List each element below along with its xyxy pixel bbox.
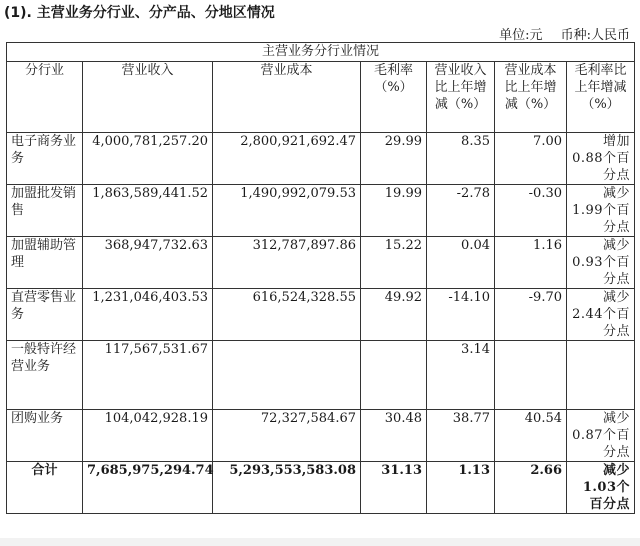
- cell-revenue-change: -14.10: [427, 289, 495, 341]
- cell-industry: 一般特许经营业务: [7, 341, 83, 410]
- cell-gm-change: 减少 1.99个百分点: [567, 185, 635, 237]
- cell-gm-change: [567, 341, 635, 410]
- cell-total-revenue: 7,685,975,294.74: [83, 462, 213, 514]
- header-revenue: 营业收入: [83, 62, 213, 133]
- cell-cost: 616,524,328.55: [213, 289, 361, 341]
- cell-cost-change: 7.00: [495, 133, 567, 185]
- cell-revenue-change: 3.14: [427, 341, 495, 410]
- table-row: [7, 133, 635, 185]
- cell-revenue: 1,863,589,441.52: [83, 185, 213, 237]
- cell-cost-change: 40.54: [495, 410, 567, 462]
- cell-gm-change: 减少 0.87个百分点: [567, 410, 635, 462]
- cell-cost-change: 1.16: [495, 237, 567, 289]
- cell-total-gross-margin: 31.13: [361, 462, 427, 514]
- table-header-row: [7, 62, 635, 133]
- cell-gross-margin: 29.99: [361, 133, 427, 185]
- header-cost-change: 营业成本比上年增减（%）: [495, 62, 567, 133]
- cell-industry: 电子商务业务: [7, 133, 83, 185]
- cell-gross-margin: 19.99: [361, 185, 427, 237]
- section-heading: (1). 主营业务分行业、分产品、分地区情况: [4, 5, 275, 21]
- cell-cost-change: [495, 341, 567, 410]
- header-gm-change: 毛利率比上年增减（%）: [567, 62, 635, 133]
- cell-revenue-change: 8.35: [427, 133, 495, 185]
- header-revenue-change: 营业收入比上年增减（%）: [427, 62, 495, 133]
- cell-revenue: 1,231,046,403.53: [83, 289, 213, 341]
- cell-revenue-change: 0.04: [427, 237, 495, 289]
- cell-gross-margin: 15.22: [361, 237, 427, 289]
- cell-total-revenue-change: 1.13: [427, 462, 495, 514]
- page-bottom-edge: [0, 538, 640, 546]
- cell-total-label: 合计: [7, 462, 83, 514]
- cell-gm-change: 减少 2.44个百分点: [567, 289, 635, 341]
- cell-revenue: 4,000,781,257.20: [83, 133, 213, 185]
- cell-total-gm-change: 减少 1.03个百分点: [567, 462, 635, 514]
- cell-cost-change: -0.30: [495, 185, 567, 237]
- cell-total-cost: 5,293,553,583.08: [213, 462, 361, 514]
- cell-revenue-change: 38.77: [427, 410, 495, 462]
- table-row: [7, 185, 635, 237]
- cell-cost: 1,490,992,079.53: [213, 185, 361, 237]
- table-row: [7, 410, 635, 462]
- cell-industry: 直营零售业务: [7, 289, 83, 341]
- table-total-row: [7, 462, 635, 514]
- cell-gross-margin: 30.48: [361, 410, 427, 462]
- cell-revenue: 117,567,531.67: [83, 341, 213, 410]
- cell-revenue-change: -2.78: [427, 185, 495, 237]
- currency-label: 币种:人民币: [560, 28, 630, 43]
- cell-gm-change: 减少 0.93个百分点: [567, 237, 635, 289]
- unit-currency-line: [485, 24, 630, 43]
- table-caption: 主营业务分行业情况: [7, 43, 635, 62]
- table-row: [7, 289, 635, 341]
- segment-table: [6, 42, 635, 514]
- cell-cost: 72,327,584.67: [213, 410, 361, 462]
- cell-industry: 团购业务: [7, 410, 83, 462]
- header-cost: 营业成本: [213, 62, 361, 133]
- cell-gross-margin: [361, 341, 427, 410]
- cell-revenue: 368,947,732.63: [83, 237, 213, 289]
- cell-cost: [213, 341, 361, 410]
- cell-total-cost-change: 2.66: [495, 462, 567, 514]
- table-caption-row: [7, 43, 635, 62]
- table-row: [7, 237, 635, 289]
- header-gross-margin: 毛利率（%）: [361, 62, 427, 133]
- cell-gross-margin: 49.92: [361, 289, 427, 341]
- cell-gm-change: 增加 0.88个百分点: [567, 133, 635, 185]
- cell-cost: 2,800,921,692.47: [213, 133, 361, 185]
- table-row: [7, 341, 635, 410]
- cell-cost-change: -9.70: [495, 289, 567, 341]
- cell-revenue: 104,042,928.19: [83, 410, 213, 462]
- cell-industry: 加盟批发销售: [7, 185, 83, 237]
- cell-industry: 加盟辅助管理: [7, 237, 83, 289]
- unit-label: 单位:元: [499, 28, 543, 43]
- header-industry: 分行业: [7, 62, 83, 133]
- cell-cost: 312,787,897.86: [213, 237, 361, 289]
